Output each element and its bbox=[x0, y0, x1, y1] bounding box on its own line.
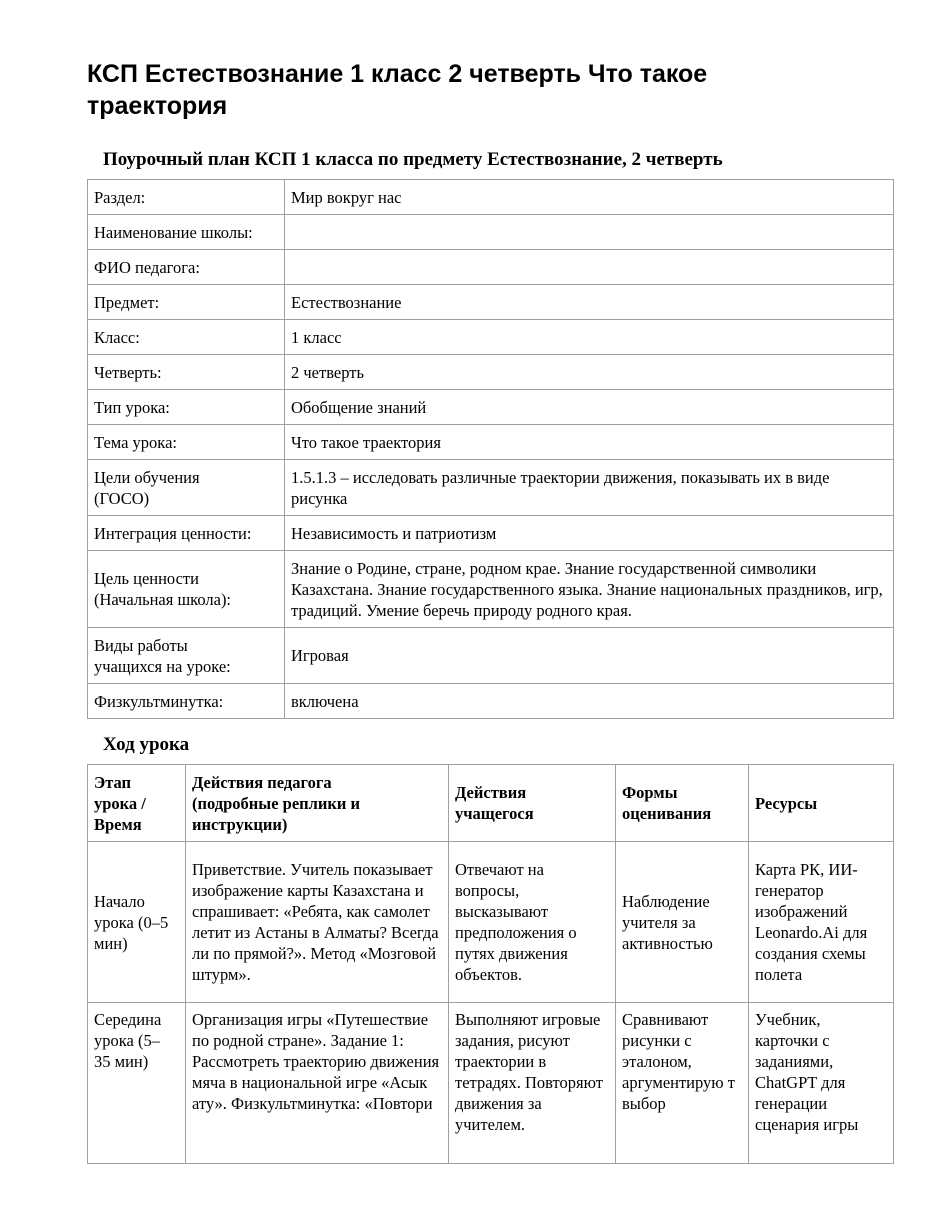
info-value: Обобщение знаний bbox=[285, 390, 894, 425]
info-label: Тип урока: bbox=[88, 390, 285, 425]
info-value: 2 четверть bbox=[285, 355, 894, 390]
info-value: 1.5.1.3 – исследовать различные траектории движения, показывать их в виде рисунка bbox=[285, 460, 894, 516]
table-row bbox=[88, 1003, 894, 1164]
info-label: Предмет: bbox=[88, 285, 285, 320]
info-row-teacher bbox=[88, 250, 894, 285]
info-value: 1 класс bbox=[285, 320, 894, 355]
assessment-cell: Наблюдение учителя за активностью bbox=[616, 842, 749, 1003]
info-value: Игровая bbox=[285, 628, 894, 684]
column-header-assessment: Формы оценивания bbox=[616, 765, 749, 842]
info-label: Виды работы учащихся на уроке: bbox=[88, 628, 285, 684]
info-row-learning-goals bbox=[88, 460, 894, 516]
lesson-flow-table bbox=[87, 764, 894, 1164]
info-label: Четверть: bbox=[88, 355, 285, 390]
info-value: Что такое траектория bbox=[285, 425, 894, 460]
column-header-student-actions: Действия учащегося bbox=[449, 765, 616, 842]
info-label: Раздел: bbox=[88, 180, 285, 215]
info-row-lesson-topic bbox=[88, 425, 894, 460]
plan-heading: Поурочный план КСП 1 класса по предмету Естествознание, 2 четверть bbox=[103, 149, 723, 170]
info-value: Естествознание bbox=[285, 285, 894, 320]
student-actions-cell: Отвечают на вопросы, высказывают предположения о путях движения объектов. bbox=[449, 842, 616, 1003]
info-row-work-types bbox=[88, 628, 894, 684]
info-label: Класс: bbox=[88, 320, 285, 355]
info-row-quarter bbox=[88, 355, 894, 390]
stage-cell: Начало урока (0–5 мин) bbox=[88, 842, 186, 1003]
info-row-lesson-type bbox=[88, 390, 894, 425]
column-header-stage: Этап урока / Время bbox=[88, 765, 186, 842]
info-value: Независимость и патриотизм bbox=[285, 516, 894, 551]
teacher-actions-cell: Организация игры «Путешествие по родной стране». Задание 1: Рассмотреть траекторию движения мяча в национальной игре «Асык ату». Физкультминутка: «Повтори bbox=[186, 1003, 449, 1164]
column-header-resources: Ресурсы bbox=[749, 765, 894, 842]
info-label: Цель ценности (Начальная школа): bbox=[88, 551, 285, 628]
lesson-flow-heading: Ход урока bbox=[103, 734, 190, 755]
info-label: Наименование школы: bbox=[88, 215, 285, 250]
info-value bbox=[285, 250, 894, 285]
info-row-school bbox=[88, 215, 894, 250]
table-row bbox=[88, 842, 894, 1003]
info-label: Тема урока: bbox=[88, 425, 285, 460]
info-row-section bbox=[88, 180, 894, 215]
info-label: Цели обучения (ГОСО) bbox=[88, 460, 285, 516]
resources-cell: Учебник, карточки с заданиями, ChatGPT для генерации сценария игры bbox=[749, 1003, 894, 1164]
column-header-teacher-actions: Действия педагога (подробные реплики и инструкции) bbox=[186, 765, 449, 842]
info-row-physical-break bbox=[88, 684, 894, 719]
lesson-info-table bbox=[87, 179, 894, 719]
resources-cell: Карта РК, ИИ-генератор изображений Leonardo.Ai для создания схемы полета bbox=[749, 842, 894, 1003]
info-value bbox=[285, 215, 894, 250]
info-value: включена bbox=[285, 684, 894, 719]
info-value: Знание о Родине, стране, родном крае. Знание государственной символики Казахстана. Знание государственного языка. Знание национальных праздников, игр, традиций. Умение беречь природу родного края. bbox=[285, 551, 894, 628]
info-value: Мир вокруг нас bbox=[285, 180, 894, 215]
info-row-value-goal bbox=[88, 551, 894, 628]
document-title: КСП Естествознание 1 класс 2 четверть Что такое траектория bbox=[87, 60, 708, 120]
student-actions-cell: Выполняют игровые задания, рисуют траектории в тетрадях. Повторяют движения за учителем. bbox=[449, 1003, 616, 1164]
stage-cell: Середина урока (5– 35 мин) bbox=[88, 1003, 186, 1164]
assessment-cell: Сравнивают рисунки с эталоном, аргументирую т выбор bbox=[616, 1003, 749, 1164]
info-label: ФИО педагога: bbox=[88, 250, 285, 285]
info-row-value-integration bbox=[88, 516, 894, 551]
lesson-header-row bbox=[88, 765, 894, 842]
info-row-grade bbox=[88, 320, 894, 355]
info-row-subject bbox=[88, 285, 894, 320]
teacher-actions-cell: Приветствие. Учитель показывает изображение карты Казахстана и спрашивает: «Ребята, как самолет летит из Астаны в Алматы? Всегда ли по прямой?». Метод «Мозговой штурм». bbox=[186, 842, 449, 1003]
info-label: Интеграция ценности: bbox=[88, 516, 285, 551]
info-label: Физкультминутка: bbox=[88, 684, 285, 719]
